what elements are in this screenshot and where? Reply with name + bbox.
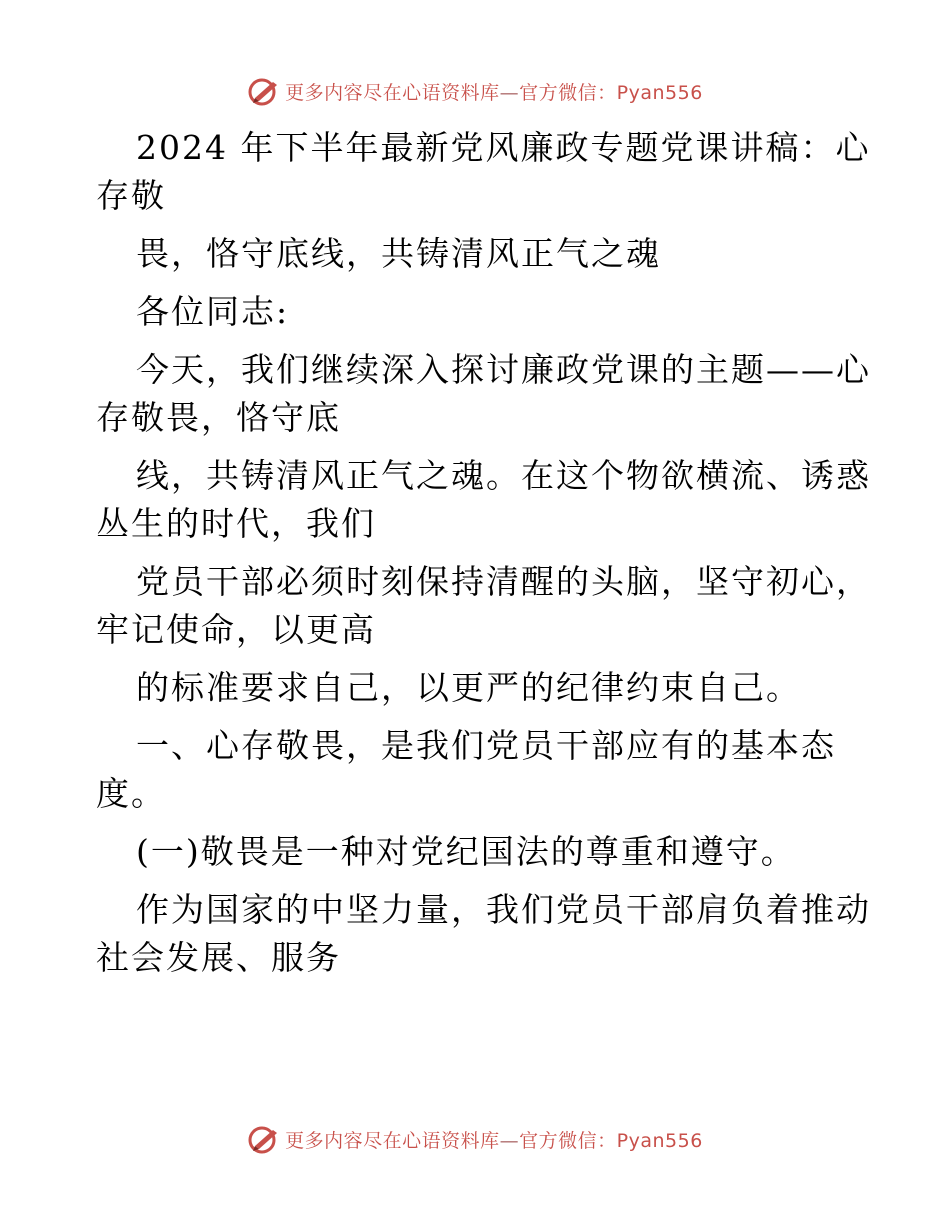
document-body [96,124,871,992]
banner-wechat-text: 官方微信：Pyan556 [519,81,703,104]
paragraph-line: (一)敬畏是一种对党纪国法的尊重和遵守。 [136,832,796,871]
paragraph-line: 丛生的时代，我们 [96,504,376,543]
paragraph-line: 的标准要求自己，以更严的纪律约束自己。 [136,668,801,707]
paragraph-line: 存敬畏，恪守底 [96,398,341,437]
paragraph [96,558,871,654]
footer-watermark-banner [0,1122,950,1156]
paragraph [96,346,871,442]
paragraph-line: 党员干部必须时刻保持清醒的头脑，坚守初心， [136,562,871,601]
paragraph-line: 畏，恪守底线，共铸清风正气之魂 [136,234,661,273]
header-watermark-banner [0,74,950,108]
banner-text [285,78,703,105]
paragraph-title-cont [96,230,866,278]
paragraph-line: 社会发展、服务 [96,938,341,977]
paragraph-line: 存敬 [96,176,166,215]
paragraph-line: 一、心存敬畏，是我们党员干部应有的基本态 [136,726,836,765]
banner-text [285,1126,703,1153]
banner-site-text: 更多内容尽在心语资料库 [285,1129,500,1152]
paragraph-line: 今天，我们继续深入探讨廉政党课的主题——心 [136,350,871,389]
paragraph-salutation [96,288,866,336]
paragraph [96,452,871,548]
paragraph [96,664,866,712]
paragraph-title [96,124,871,220]
banner-wechat-text: 官方微信：Pyan556 [519,1129,703,1152]
paragraph-line: 作为国家的中坚力量，我们党员干部肩负着推动 [136,890,871,929]
pen-logo-icon [247,76,281,106]
banner-site-text: 更多内容尽在心语资料库 [285,81,500,104]
paragraph-line: 牢记使命，以更高 [96,610,376,649]
paragraph-line: 度。 [96,774,166,813]
section-heading [96,722,866,818]
banner-dash: — [499,81,520,104]
paragraph [96,886,871,982]
paragraph-line: 各位同志: [136,292,290,331]
paragraph-line: 2024 年下半年最新党风廉政专题党课讲稿：心 [136,128,871,167]
paragraph-line: 线，共铸清风正气之魂。在这个物欲横流、诱惑 [136,456,871,495]
pen-logo-icon [247,1124,281,1154]
banner-dash: — [499,1129,520,1152]
subsection-heading [96,828,866,876]
